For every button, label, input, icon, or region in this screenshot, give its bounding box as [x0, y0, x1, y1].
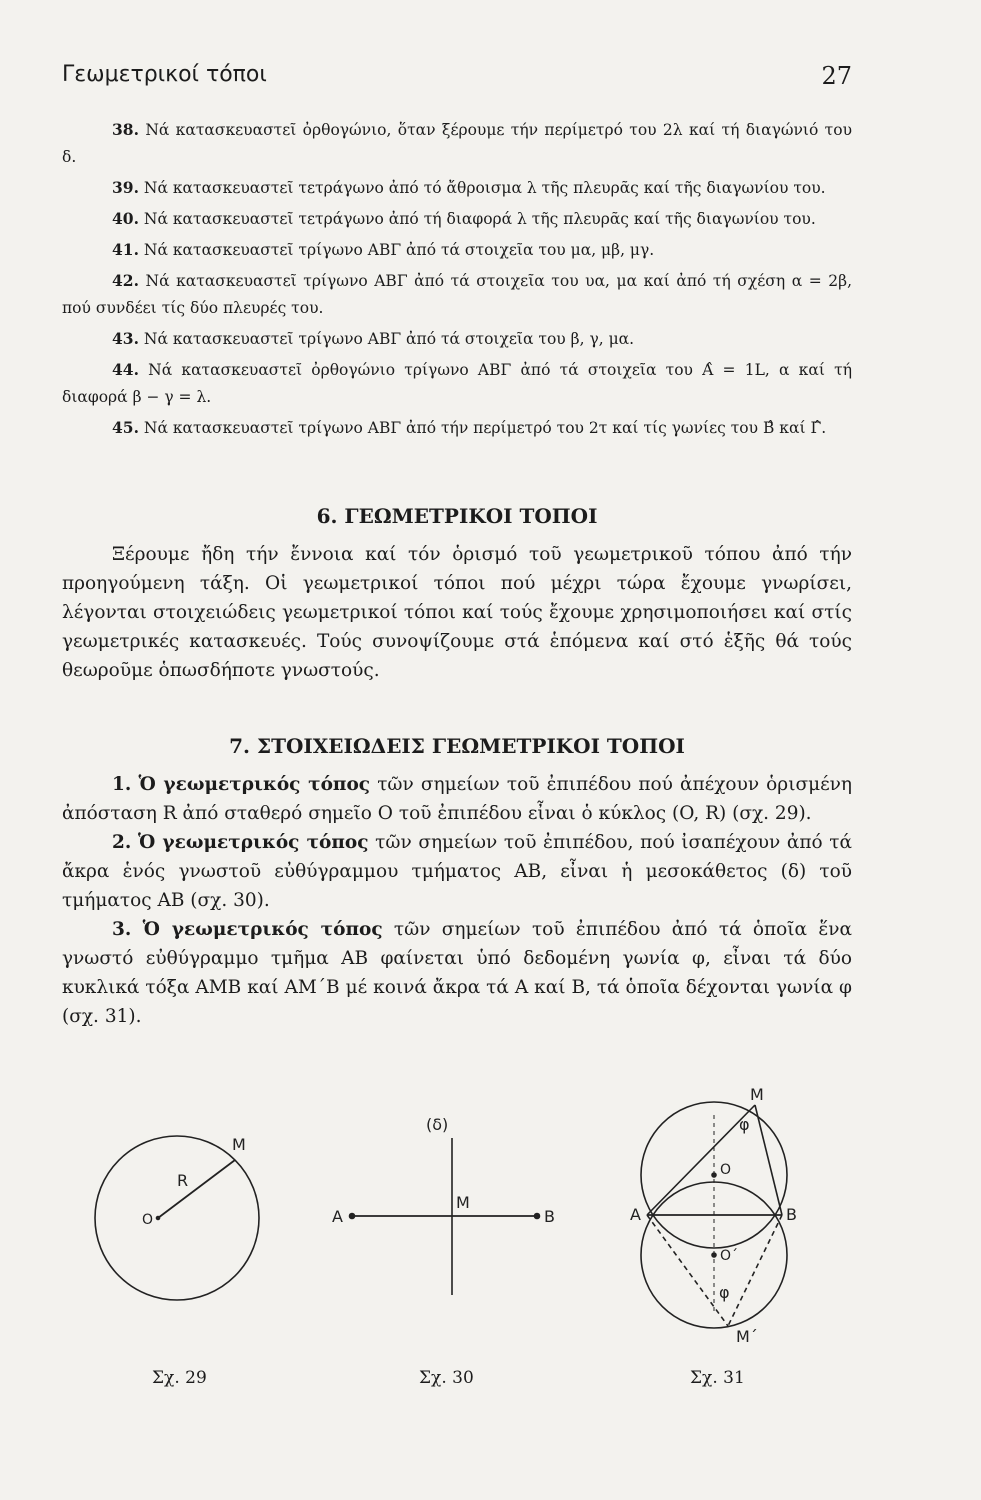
- exercise-number: 43.: [112, 329, 139, 348]
- section-7-body: [62, 770, 852, 1031]
- exercise-item: [62, 267, 852, 322]
- fig30-label-A: A: [332, 1207, 343, 1226]
- fig29-label-O: O: [142, 1212, 154, 1228]
- exercise-text: Νά κατασκευαστεῖ τετράγωνο ἀπό τό ἄθροισμα λ τῆς πλευρᾶς καί τῆς διαγωνίου του.: [143, 179, 826, 197]
- fig31-label-O2: O΄: [720, 1248, 739, 1264]
- exercise-list: [62, 116, 852, 445]
- figure-31: [630, 1085, 797, 1346]
- locus-text: τῶν σημείων τοῦ ἐπιπέδου, πού ἰσαπέχουν ἀπό τά ἄκρα ἑνός γνωστοῦ εὐθύγραμμου τμήματος ΑΒ, εἶναι ἡ μεσοκάθετος (δ) τοῦ τμήματος ΑΒ (σχ. 30).: [62, 832, 852, 911]
- fig29-caption: Σχ. 29: [152, 1368, 207, 1388]
- exercise-number: 45.: [112, 418, 139, 437]
- exercise-number: 41.: [112, 240, 139, 259]
- exercise-item: [62, 236, 852, 264]
- exercise-text: Νά κατασκευαστεῖ τρίγωνο ΑΒΓ ἀπό τά στοιχεῖα του β, γ, μα.: [143, 330, 635, 348]
- section-6-paragraph: Ξέρουμε ἤδη τήν ἔννοια καί τόν ὁρισμό τοῦ γεωμετρικοῦ τόπου ἀπό τήν προηγούμενη τάξη. Οἱ γεωμετρικοί τόποι πού μέχρι τώρα ἔχουμε γνωρίσει, λέγονται στοιχειώδεις γεωμετρικοί τόποι καί τούς ἔχουμε χρησιμοποιήσει καί στίς γεωμετρικές κατασκευές. Τούς συνοψίζουμε στά ἑπόμενα καί στό ἑξῆς θά τούς θεωροῦμε ὁπωσδήποτε γνωστούς.: [62, 544, 852, 681]
- locus-lead: Ὁ γεωμετρικός τόπος: [137, 832, 369, 853]
- exercise-number: 40.: [112, 209, 139, 228]
- section-6-heading: 6. ΓΕΩΜΕΤΡΙΚΟΙ ΤΟΠΟΙ: [316, 504, 598, 528]
- locus-number: 1.: [112, 774, 132, 795]
- exercise-item: [62, 205, 852, 233]
- fig30-point-A: [350, 1214, 355, 1219]
- fig31-label-phi: φ: [739, 1115, 750, 1134]
- fig31-label-phi2: φ: [719, 1283, 730, 1302]
- locus-item: [62, 770, 852, 828]
- page-header: [62, 62, 852, 102]
- exercise-item: [62, 414, 852, 442]
- fig29-radius: [158, 1160, 235, 1218]
- exercise-text: Νά κατασκευαστεῖ ὀρθογώνιο τρίγωνο ΑΒΓ ἀπό τά στοιχεῖα του Α̂ = 1L, α καί τή διαφορά β − γ = λ.: [62, 361, 852, 406]
- fig29-label-M: M: [232, 1135, 246, 1154]
- running-title: Γεωμετρικοί τόποι: [62, 62, 267, 87]
- exercise-number: 39.: [112, 178, 139, 197]
- exercise-item: [62, 116, 852, 171]
- exercise-item: [62, 356, 852, 411]
- fig31-label-O: O: [720, 1162, 732, 1178]
- locus-text: τῶν σημείων τοῦ ἐπιπέδου πού ἀπέχουν ὁρισμένη ἀπόσταση R ἀπό σταθερό σημεῖο Ο τοῦ ἐπιπέδου εἶναι ὁ κύκλος (O, R) (σχ. 29).: [62, 774, 853, 824]
- locus-lead: Ὁ γεωμετρικός τόπος: [138, 774, 371, 795]
- fig31-line-AM2: [647, 1215, 728, 1326]
- fig30-caption: Σχ. 30: [419, 1368, 474, 1388]
- section-7-heading: 7. ΣΤΟΙΧΕΙΩΔΕΙΣ ΓΕΩΜΕΤΡΙΚΟΙ ΤΟΠΟΙ: [229, 734, 685, 758]
- exercise-number: 44.: [112, 360, 139, 379]
- locus-number: 2.: [112, 832, 132, 853]
- fig31-line-BM2: [728, 1215, 782, 1326]
- fig30-label-M: M: [456, 1193, 470, 1212]
- section-6-body: [62, 540, 852, 685]
- locus-item: [62, 828, 852, 915]
- figure-29: [95, 1135, 259, 1300]
- locus-text: τῶν σημείων τοῦ ἐπιπέδου ἀπό τά ὁποῖα ἕνα γνωστό εὐθύγραμμο τμῆμα ΑΒ φαίνεται ὑπό δεδομένη γωνία φ, εἶναι τά δύο κυκλικά τόξα ΑΜΒ καί ΑΜ΄Β μέ κοινά ἄκρα τά Α καί Β, τά ὁποῖα δέχονται γωνία φ (σχ. 31).: [62, 919, 852, 1027]
- figures-area: [62, 1085, 862, 1410]
- fig31-label-B: B: [786, 1205, 797, 1224]
- locus-lead: Ὁ γεωμετρικός τόπος: [142, 919, 383, 940]
- fig29-center-point: [157, 1217, 160, 1220]
- fig29-label-R: R: [177, 1171, 189, 1190]
- fig31-label-M: M: [750, 1085, 764, 1104]
- page-number: 27: [821, 62, 852, 90]
- fig31-caption: Σχ. 31: [690, 1368, 745, 1388]
- figure-30: [332, 1115, 555, 1295]
- locus-item: [62, 915, 852, 1031]
- exercise-text: Νά κατασκευαστεῖ τρίγωνο ΑΒΓ ἀπό τά στοιχεῖα του μα, μβ, μγ.: [143, 241, 655, 259]
- exercise-text: Νά κατασκευαστεῖ ὀρθογώνιο, ὅταν ξέρουμε τήν περίμετρό του 2λ καί τή διαγώνιό του δ.: [62, 121, 852, 166]
- exercise-number: 42.: [112, 271, 139, 290]
- figures-svg: [62, 1085, 862, 1410]
- fig31-center-O: [712, 1173, 716, 1177]
- exercise-item: [62, 325, 852, 353]
- exercise-text: Νά κατασκευαστεῖ τετράγωνο ἀπό τή διαφορά λ τῆς πλευρᾶς καί τῆς διαγωνίου του.: [143, 210, 816, 228]
- exercise-number: 38.: [112, 120, 139, 139]
- fig30-label-B: B: [544, 1207, 555, 1226]
- fig31-center-O2: [712, 1253, 716, 1257]
- exercise-text: Νά κατασκευαστεῖ τρίγωνο ΑΒΓ ἀπό τήν περίμετρό του 2τ καί τίς γωνίες του Β̂ καί Γ̂.: [143, 419, 827, 437]
- fig30-label-delta: (δ): [426, 1115, 449, 1134]
- fig30-point-B: [535, 1214, 540, 1219]
- exercise-item: [62, 174, 852, 202]
- exercise-text: Νά κατασκευαστεῖ τρίγωνο ΑΒΓ ἀπό τά στοιχεῖα του υα, μα καί ἀπό τή σχέση α = 2β, πού συνδέει τίς δύο πλευρές του.: [62, 272, 852, 317]
- locus-number: 3.: [112, 919, 132, 940]
- fig31-label-A: A: [630, 1205, 641, 1224]
- fig31-label-M2: M΄: [736, 1327, 758, 1346]
